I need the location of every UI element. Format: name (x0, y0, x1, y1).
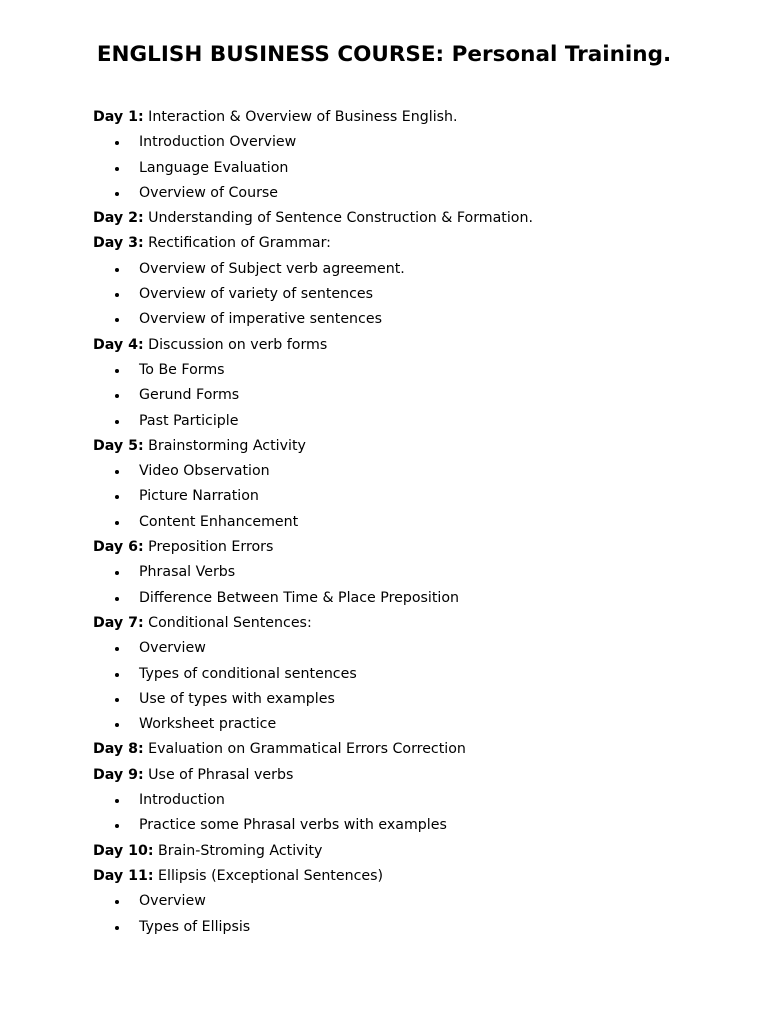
list-item-text: Overview (139, 893, 206, 910)
list-item-text: Introduction (139, 792, 225, 809)
bullet-icon (115, 394, 119, 398)
day-label: Day 10: (93, 842, 154, 859)
list-item (0, 788, 768, 813)
list-item-text: To Be Forms (139, 361, 225, 378)
bullet-icon (115, 293, 119, 297)
list-item-text: Use of types with examples (139, 690, 335, 707)
bullet-icon (115, 420, 119, 424)
bullet-icon (115, 723, 119, 727)
day-topic: Evaluation on Grammatical Errors Correction (148, 741, 466, 758)
list-item-text: Picture Narration (139, 488, 259, 505)
list-item-text: Overview of imperative sentences (139, 311, 382, 328)
day-heading (0, 611, 768, 636)
bullet-icon (115, 318, 119, 322)
day-topic: Rectification of Grammar: (148, 235, 331, 252)
day-heading (0, 864, 768, 889)
list-item-text: Content Enhancement (139, 513, 299, 530)
list-item (0, 510, 768, 535)
list-item (0, 358, 768, 383)
list-item-text: Introduction Overview (139, 134, 297, 151)
list-item-text: Overview of variety of sentences (139, 286, 374, 303)
bullet-icon (115, 495, 119, 499)
bullet-icon (115, 470, 119, 474)
day-heading (0, 839, 768, 864)
list-item-text: Types of conditional sentences (139, 665, 357, 682)
list-item-text: Practice some Phrasal verbs with examples (139, 817, 447, 834)
list-item (0, 130, 768, 155)
list-item-text: Gerund Forms (139, 387, 240, 404)
bullet-icon (115, 698, 119, 702)
day-heading (0, 535, 768, 560)
bullet-icon (115, 824, 119, 828)
bullet-icon (115, 521, 119, 525)
day-heading (0, 763, 768, 788)
day-label: Day 3: (93, 235, 144, 252)
document-title: ENGLISH BUSINESS COURSE: Personal Training. (96, 42, 672, 67)
list-item (0, 560, 768, 585)
list-item (0, 257, 768, 282)
list-item (0, 636, 768, 661)
day-label: Day 5: (93, 437, 144, 454)
day-heading (0, 206, 768, 231)
list-item-text: Worksheet practice (139, 716, 277, 733)
bullet-icon (115, 926, 119, 930)
bullet-icon (115, 900, 119, 904)
course-schedule (0, 105, 768, 940)
day-heading (0, 737, 768, 762)
bullet-icon (115, 799, 119, 803)
list-item (0, 889, 768, 914)
list-item-text: Overview of Course (139, 184, 279, 201)
list-item (0, 459, 768, 484)
bullet-icon (115, 167, 119, 171)
list-item (0, 383, 768, 408)
bullet-icon (115, 673, 119, 677)
day-label: Day 9: (93, 766, 144, 783)
day-label: Day 4: (93, 336, 144, 353)
list-item (0, 687, 768, 712)
bullet-icon (115, 192, 119, 196)
list-item (0, 915, 768, 940)
day-label: Day 8: (93, 741, 144, 758)
list-item (0, 156, 768, 181)
bullet-icon (115, 141, 119, 145)
day-topic: Brain-Stroming Activity (158, 842, 323, 859)
day-label: Day 2: (93, 210, 144, 227)
day-heading (0, 333, 768, 358)
day-topic: Use of Phrasal verbs (148, 766, 294, 783)
day-heading (0, 434, 768, 459)
day-heading (0, 105, 768, 130)
list-item (0, 712, 768, 737)
list-item-text: Language Evaluation (139, 159, 289, 176)
day-label: Day 7: (93, 614, 144, 631)
day-topic: Conditional Sentences: (148, 614, 312, 631)
list-item-text: Phrasal Verbs (139, 564, 236, 581)
bullet-icon (115, 597, 119, 601)
bullet-icon (115, 571, 119, 575)
list-item-text: Overview (139, 640, 206, 657)
day-topic: Ellipsis (Exceptional Sentences) (158, 867, 384, 884)
list-item (0, 813, 768, 838)
list-item-text: Video Observation (139, 463, 270, 480)
bullet-icon (115, 369, 119, 373)
list-item-text: Past Participle (139, 412, 239, 429)
day-label: Day 6: (93, 539, 144, 556)
day-topic: Brainstorming Activity (148, 437, 306, 454)
list-item (0, 307, 768, 332)
list-item (0, 409, 768, 434)
day-heading (0, 231, 768, 256)
list-item (0, 662, 768, 687)
list-item (0, 586, 768, 611)
list-item-text: Types of Ellipsis (139, 918, 251, 935)
day-topic: Interaction & Overview of Business English. (148, 109, 458, 125)
list-item (0, 484, 768, 509)
day-label: Day 11: (93, 867, 154, 884)
day-topic: Discussion on verb forms (148, 336, 328, 353)
day-topic: Understanding of Sentence Construction & Formation. (148, 210, 533, 227)
list-item (0, 181, 768, 206)
list-item (0, 282, 768, 307)
bullet-icon (115, 647, 119, 651)
list-item-text: Difference Between Time & Place Preposition (139, 589, 460, 606)
list-item-text: Overview of Subject verb agreement. (139, 260, 405, 277)
day-topic: Preposition Errors (148, 539, 274, 556)
bullet-icon (115, 268, 119, 272)
day-label: Day 1: (93, 109, 144, 125)
